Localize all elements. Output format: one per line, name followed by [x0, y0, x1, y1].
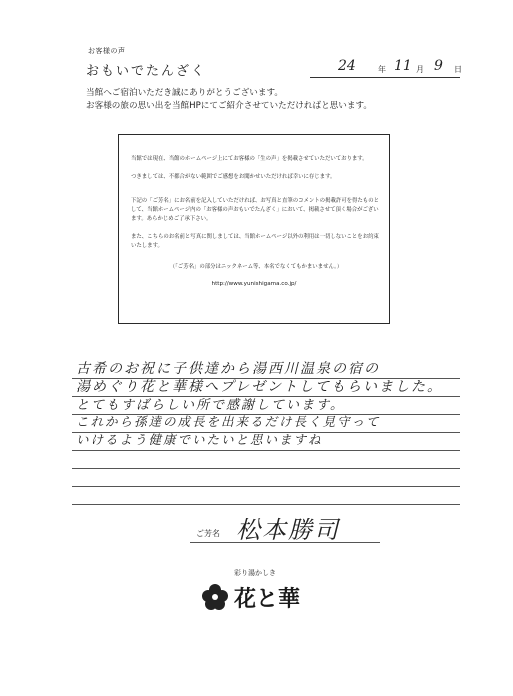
message-line-2: 湯めぐり花と華様へプレゼントしてもらいました。	[76, 379, 444, 395]
signature-name: 松本勝司	[236, 516, 340, 544]
notice-note: （「ご芳名」の部分はニックネーム等、本名でなくてもかまいません。）	[169, 264, 343, 270]
form-title: おもいでたんざく	[86, 64, 207, 79]
form-label: お客様の声	[88, 47, 126, 55]
flower-icon	[200, 582, 230, 612]
signature-underline	[190, 542, 380, 543]
notice-paragraph-2: つきましては、不都合がない範囲でご感想をお聞かせいただければ幸いに存じます。	[131, 174, 336, 180]
notice-url: http://www.yunishigama.co.jp/	[211, 281, 297, 287]
message-line-3: とてもすばらしい所で感謝しています。	[76, 398, 345, 413]
message-line-4: これから孫達の成長を出来るだけ長く見守って	[76, 414, 381, 429]
logo-name: 花と華	[234, 586, 301, 612]
date-year-unit: 年	[378, 65, 386, 74]
notice-box	[118, 134, 390, 324]
notice-paragraph-3: 下記の「ご芳名」にお名前を記入していただければ、お写真と直筆のコメントの掲載許可を得たものとして、当館ホームページ内の「お客様の声おもいでたんざく」において、掲載させて頂く場合がございます。あらかじめご了承下さい。	[131, 198, 379, 222]
brand-logo	[200, 568, 310, 624]
writing-line	[72, 504, 460, 505]
date-underline	[310, 77, 460, 78]
message-line-1: 古希のお祝に子供達から湯西川温泉の宿の	[76, 361, 380, 377]
date-month: 11	[394, 58, 412, 74]
intro-text	[86, 87, 372, 113]
message-line-5: いけるよう健康でいたいと思いますね	[76, 432, 323, 447]
date-day: 9	[434, 58, 443, 74]
writing-line	[72, 468, 460, 469]
signature-label: ご芳名	[196, 529, 220, 538]
date-day-unit: 日	[454, 65, 462, 74]
date-year: 24	[338, 58, 356, 74]
date-month-unit: 月	[416, 65, 424, 74]
logo-tagline: 彩り湯かしき	[234, 569, 276, 577]
date-field	[310, 56, 470, 82]
intro-line-2: お客様の旅の思い出を当館HPにてご紹介させていただければと思います。	[86, 101, 372, 111]
intro-line-1: 当館へご宿泊いただき誠にありがとうございます。	[86, 88, 283, 98]
notice-paragraph-4: また、こちらのお名前と写真に関しましては、当館ホームページ以外の利用は一切しないことをお約束いたします。	[131, 234, 379, 249]
notice-paragraph-1: 当館では現在、当館のホームページ上にてお客様の「生の声」を掲載させていただいております。	[131, 156, 368, 162]
writing-line	[72, 486, 460, 487]
writing-line	[72, 450, 460, 451]
